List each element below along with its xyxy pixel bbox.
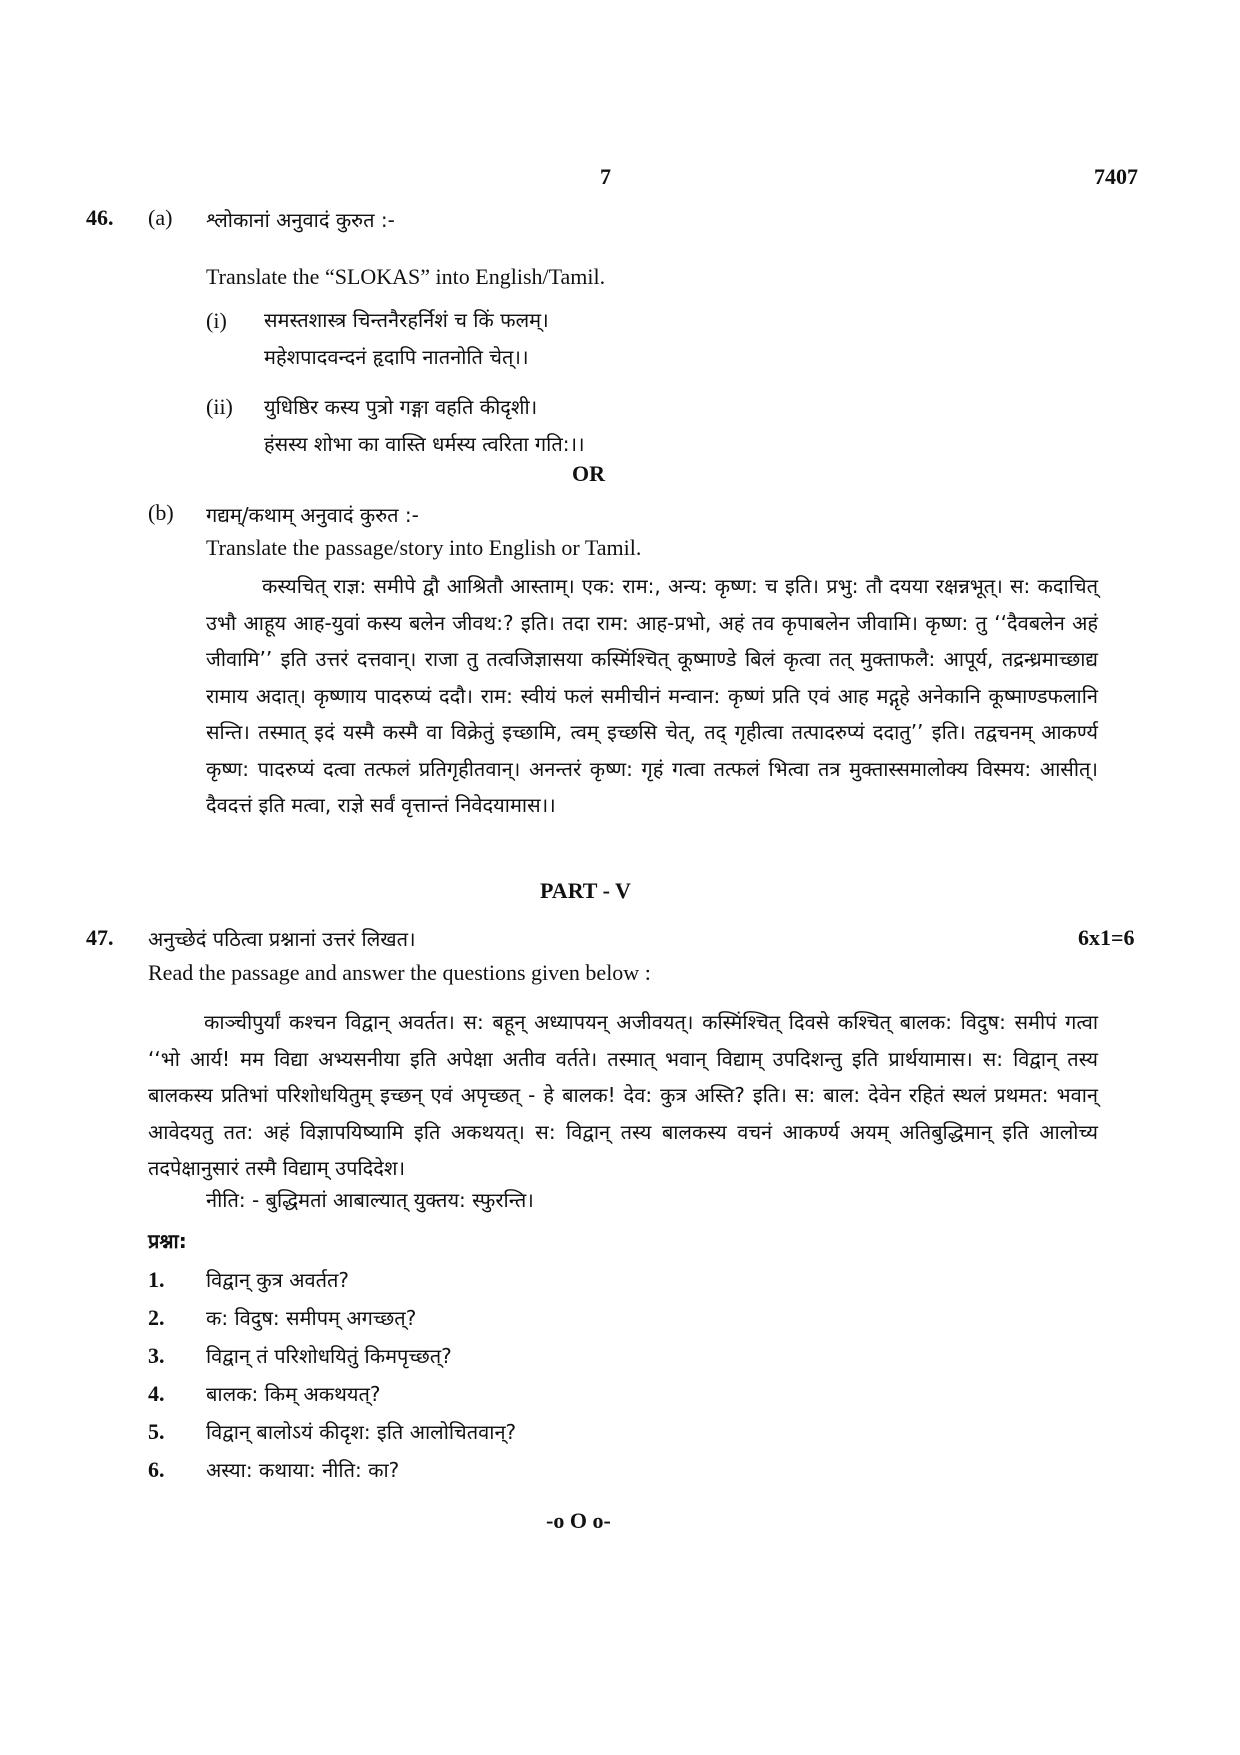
part-heading: PART - V (540, 878, 631, 903)
question-2-text: क: विदुष: समीपम् अगच्छत्? (206, 1306, 417, 1330)
question-3-number: 3. (148, 1343, 165, 1368)
q46a-instruction-english: Translate the “SLOKAS” into English/Tamil. (206, 264, 606, 289)
shloka-i-label: (i) (206, 308, 227, 333)
q47-instruction-sanskrit: अनुच्छेदं पठित्वा प्रश्नानां उत्तरं लिखत। (148, 927, 416, 951)
q47-marks: 6x1=6 (1078, 925, 1135, 950)
end-mark: -o O o- (546, 1508, 611, 1533)
q46a-instruction-sanskrit: श्लोकानां अनुवादं कुरुत :- (206, 208, 395, 232)
question-5-text: विद्वान् बालोऽयं कीदृश: इति आलोचितवान्? (206, 1420, 517, 1444)
q46b-passage: कस्यचित् राज्ञ: समीपे द्वौ आश्रितौ आस्ताम्। एक: राम:, अन्य: कृष्ण: च इति। प्रभु: तौ दयया रक्षन्नभूत्। स: कदाचित् उभौ आहूय आह-युवां कस्य बलेन जीवथ:? इति। तदा राम: आह-प्रभो, अहं तव कृपाबलेन जीवामि। कृष्ण: तु ‘‘दैवबलेन अहं जीवामि’’ इति उत्तरं दत्तवान्। राजा तु तत्वजिज्ञासया कस्मिंश्चित् कूष्माण्डे बिलं कृत्वा तत् मुक्ताफलै: आपूर्य, तद्रन्ध्रमाच्छाद्य रामाय अदात्। कृष्णाय पादरुप्यं ददौ। राम: स्वीयं फलं समीचीनं मन्वान: कृष्णं प्रति एवं आह मद्गृहे अनेकानि कूष्माण्डफलानि सन्ति। तस्मात् इदं यस्मै कस्मै वा विक्रेतुं इच्छामि, त्वम् इच्छसि चेत्, तद् गृहीत्वा तत्पादरुप्यं ददातु’’ इति। तद्वचनम् आकर्ण्य कृष्ण: पादरुप्यं दत्वा तत्फलं प्रतिगृहीतवान्। अनन्तरं कृष्ण: गृहं गत्वा तत्फलं भित्वा तत्र मुक्तास्समालोक्य विस्मय: आसीत्। दैवदत्तं इति मत्वा, राज्ञे सर्वं वृत्तान्तं निवेदयामास।। (206, 574, 1098, 817)
shloka-i-line2: महेशपादवन्दनं हृदापि नातनोति चेत्।। (264, 345, 529, 369)
or-separator: OR (572, 461, 605, 486)
shloka-ii-label: (ii) (206, 394, 233, 419)
q46b-instruction-english: Translate the passage/story into English or Tamil. (206, 535, 642, 560)
question-2-number: 2. (148, 1305, 165, 1330)
question-1-text: विद्वान् कुत्र अवर्तत? (206, 1268, 350, 1292)
question-4-number: 4. (148, 1381, 165, 1406)
q47-instruction-english: Read the passage and answer the questions given below : (148, 960, 651, 985)
shloka-ii-line1: युधिष्ठिर कस्य पुत्रो गङ्गा वहति कीदृशी। (264, 395, 538, 419)
questions-heading: प्रश्ना: (148, 1229, 187, 1253)
question-number-47: 47. (86, 925, 114, 950)
q46a-label: (a) (148, 205, 173, 230)
page-number: 7 (600, 164, 611, 189)
paper-code: 7407 (1094, 164, 1138, 189)
q47-moral: नीति: - बुद्धिमतां आबाल्यात् युक्तय: स्फुरन्ति। (206, 1188, 534, 1212)
q47-passage: काञ्चीपुर्यां कश्चन विद्वान् अवर्तत। स: बहून् अध्यापयन् अजीवयत्। कस्मिंश्चित् दिवसे कश्चित् बालक: विदुष: समीपं गत्वा ‘‘भो आर्य! मम विद्या अभ्यसनीया इति अपेक्षा अतीव वर्तते। तस्मात् भवान् विद्याम् उपदिशन्तु इति प्रार्थयामास। स: विद्वान् तस्य बालकस्य प्रतिभां परिशोधयितुम् इच्छन् एवं अपृच्छत् - हे बालक! देव: कुत्र अस्ति? इति। स: बाल: देवेन रहितं स्थलं प्रथमत: भवान् आवेदयतु तत: अहं विज्ञापयिष्यामि इति अकथयत्। स: विद्वान् तस्य बालकस्य वचनं आकर्ण्य अयम् अतिबुद्धिमान् इति आलोच्य तदपेक्षानुसारं तस्मै विद्याम् उपदिदेश। (148, 1010, 1098, 1180)
shloka-i-line1: समस्तशास्त्र चिन्तनैरहर्निशं च किं फलम्। (264, 308, 549, 332)
question-3-text: विद्वान् तं परिशोधयितुं किमपृच्छत्? (206, 1344, 452, 1368)
shloka-ii-line2: हंसस्य शोभा का वास्ति धर्मस्य त्वरिता गति:।। (264, 432, 585, 456)
question-6-number: 6. (148, 1457, 165, 1482)
q46b-label: (b) (148, 500, 174, 525)
q46b-instruction-sanskrit: गद्यम्/कथाम् अनुवादं कुरुत :- (206, 503, 419, 527)
question-4-text: बालक: किम् अकथयत्? (206, 1382, 381, 1406)
question-number-46: 46. (86, 205, 114, 230)
question-1-number: 1. (148, 1267, 165, 1292)
question-5-number: 5. (148, 1419, 165, 1444)
question-6-text: अस्या: कथाया: नीति: का? (206, 1458, 400, 1482)
